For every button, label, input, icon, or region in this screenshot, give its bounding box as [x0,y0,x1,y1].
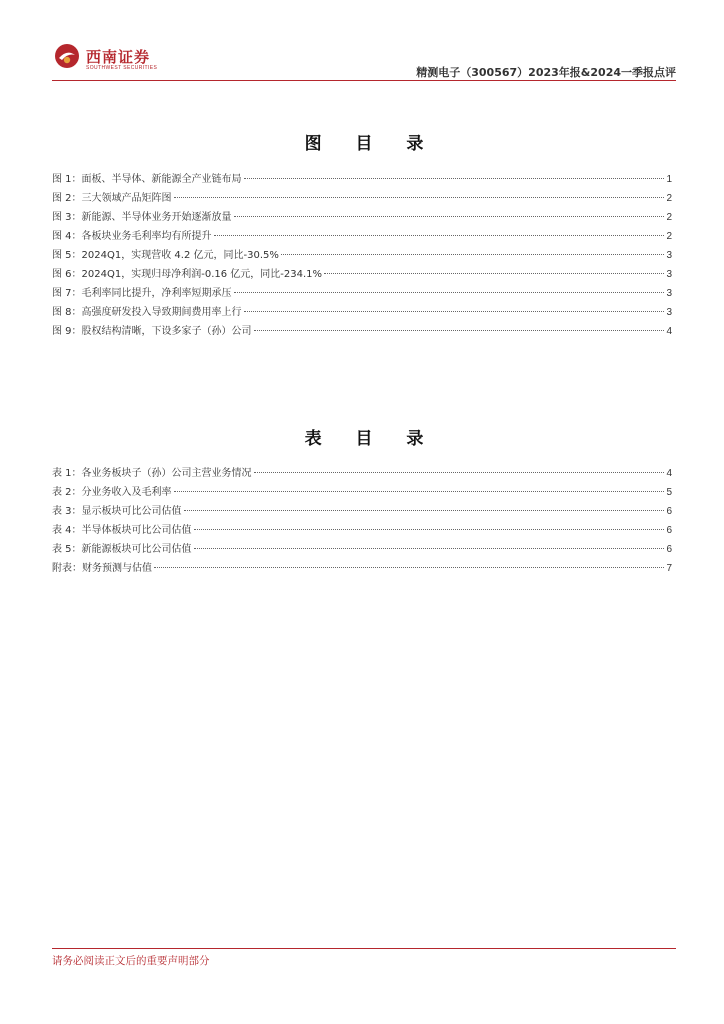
toc-entry[interactable] [52,265,672,284]
toc-entry-label: 图 8：高强度研发投入导致期间费用率上行 [52,307,242,318]
toc-entry-label: 表 3：显示板块可比公司估值 [52,506,182,517]
toc-entry-page: 4 [666,326,672,337]
toc-entry[interactable] [52,227,672,246]
logo-text-en: SOUTHWEST SECURITIES [86,65,158,71]
toc-entry-page: 3 [666,307,672,318]
toc-dot-leader [234,292,665,293]
toc-entry-label: 图 9：股权结构清晰，下设多家子（孙）公司 [52,326,252,337]
toc-entry[interactable] [52,208,672,227]
toc-entry-label: 图 6：2024Q1，实现归母净利润-0.16 亿元，同比-234.1% [52,269,323,280]
tables-toc [52,464,672,578]
toc-entry-label: 图 5：2024Q1，实现营收 4.2 亿元，同比-30.5% [52,250,279,261]
toc-entry[interactable] [52,322,672,341]
toc-entry-label: 图 1：面板、半导体、新能源全产业链布局 [52,174,242,185]
toc-dot-leader [244,311,665,312]
toc-entry-page: 2 [666,193,672,204]
toc-entry-label: 表 4：半导体板块可比公司估值 [52,525,192,536]
toc-dot-leader [194,529,665,530]
logo-mark-icon [54,43,80,69]
toc-entry-label: 附表：财务预测与估值 [52,563,152,574]
toc-entry-page: 6 [666,506,672,517]
toc-dot-leader [174,197,665,198]
toc-dot-leader [254,330,665,331]
header-divider [52,80,676,81]
toc-dot-leader [154,567,664,568]
toc-entry-page: 2 [666,212,672,223]
toc-entry-page: 3 [666,250,672,261]
toc-entry[interactable] [52,464,672,483]
toc-entry-label: 表 5：新能源板块可比公司估值 [52,544,192,555]
tables-toc-title: 表 目 录 [304,429,438,449]
toc-dot-leader [214,235,665,236]
toc-entry-page: 6 [666,544,672,555]
toc-entry-label: 图 2：三大领域产品矩阵图 [52,193,172,204]
toc-entry-page: 5 [666,487,672,498]
toc-entry-label: 图 7：毛利率同比提升，净利率短期承压 [52,288,232,299]
toc-entry[interactable] [52,189,672,208]
toc-entry-page: 2 [666,231,672,242]
toc-dot-leader [174,491,665,492]
footer-divider [52,948,676,949]
toc-entry-label: 表 1：各业务板块子（孙）公司主营业务情况 [52,468,252,479]
disclaimer-notice: 请务必阅读正文后的重要声明部分 [52,955,210,967]
logo-text-cn: 西南证券 [86,48,151,66]
toc-entry-page: 4 [666,468,672,479]
toc-entry[interactable] [52,540,672,559]
toc-entry-label: 图 3：新能源、半导体业务开始逐渐放量 [52,212,232,223]
toc-entry[interactable] [52,303,672,322]
toc-dot-leader [244,178,665,179]
toc-dot-leader [194,548,665,549]
page-header [52,40,676,80]
company-logo [52,40,172,76]
toc-entry-page: 1 [666,174,672,185]
toc-dot-leader [281,254,665,255]
toc-entry[interactable] [52,246,672,265]
toc-entry-page: 6 [666,525,672,536]
toc-dot-leader [184,510,665,511]
toc-entry[interactable] [52,521,672,540]
toc-entry-page: 7 [666,563,672,574]
toc-entry[interactable] [52,284,672,303]
toc-entry-label: 表 2：分业务收入及毛利率 [52,487,172,498]
toc-entry-label: 图 4：各板块业务毛利率均有所提升 [52,231,212,242]
toc-entry[interactable] [52,170,672,189]
figures-toc-title: 图 目 录 [304,134,438,154]
toc-entry[interactable] [52,559,672,578]
toc-dot-leader [234,216,665,217]
toc-entry-page: 3 [666,288,672,299]
toc-dot-leader [254,472,665,473]
figures-toc [52,170,672,341]
toc-entry-page: 3 [666,269,672,280]
toc-entry[interactable] [52,483,672,502]
report-title: 精测电子（300567）2023年报&2024一季报点评 [416,66,676,79]
toc-dot-leader [324,273,664,274]
toc-entry[interactable] [52,502,672,521]
